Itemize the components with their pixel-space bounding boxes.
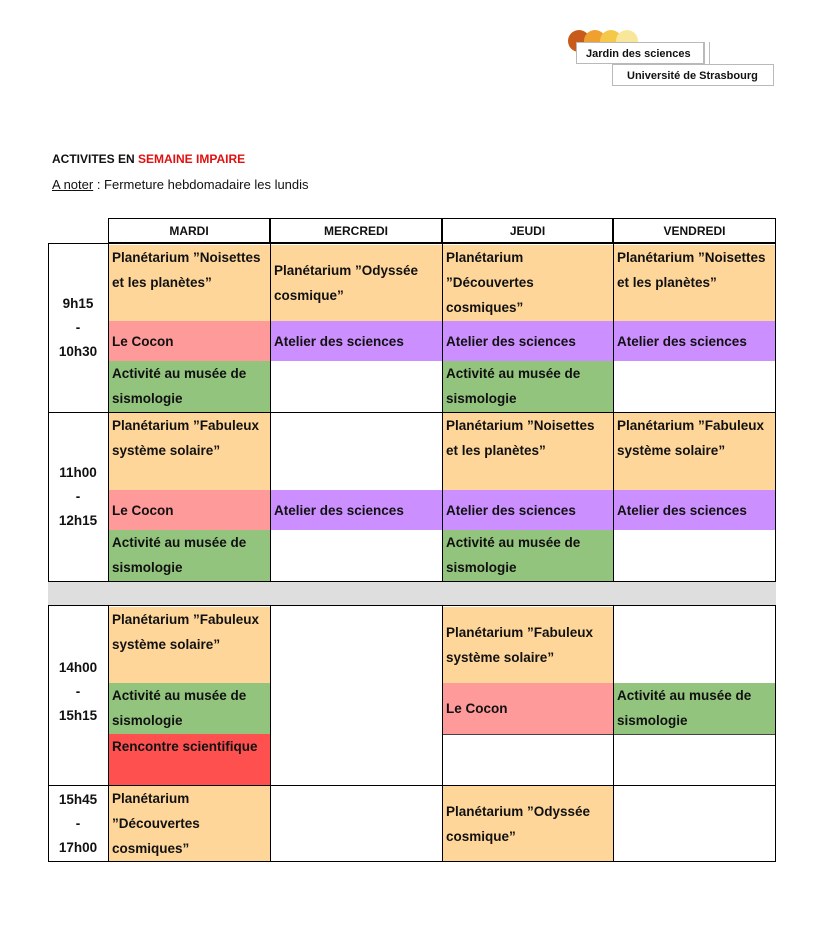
- grid-line: [442, 734, 613, 735]
- activity-cell: Planétarium ”Noisettes et les planètes”: [108, 245, 270, 321]
- activity-cell: Planétarium ”Fabuleux système solaire”: [108, 607, 270, 683]
- grid-line: [442, 218, 443, 581]
- time-start: 11h00: [59, 464, 97, 480]
- time-slot-1: [48, 243, 108, 412]
- grid-line: [48, 412, 776, 413]
- day-header-mercredi: MERCREDI: [270, 218, 442, 243]
- activity-cell: Planétarium ”Découvertes cosmiques”: [108, 786, 270, 861]
- activity-cell: Planétarium ”Fabuleux système solaire”: [108, 413, 270, 490]
- grid-line: [108, 605, 109, 861]
- grid-line: [48, 605, 49, 861]
- logo-divider: [704, 42, 710, 64]
- time-start: 14h00: [58, 660, 98, 675]
- activity-cell: Planétarium ”Fabuleux système solaire”: [613, 413, 776, 490]
- grid-line: [48, 243, 49, 581]
- day-header-mardi: MARDI: [108, 218, 270, 243]
- activity-cell: Planétarium ”Découvertes cosmiques”: [442, 245, 613, 321]
- grid-line: [48, 785, 776, 786]
- time-slot-2: [48, 412, 108, 581]
- time-end: 12h15: [58, 512, 98, 528]
- grid-line: [48, 861, 776, 862]
- time-separator: -: [75, 488, 81, 504]
- closure-note: [52, 177, 309, 192]
- activity-cell: Activité au musée de sismologie: [442, 361, 613, 412]
- time-end: 17h00: [58, 839, 98, 855]
- activity-cell: Planétarium ”Fabuleux système solaire”: [442, 607, 613, 683]
- activity-cell: Le Cocon: [442, 683, 613, 734]
- day-header-vendredi: VENDREDI: [613, 218, 776, 243]
- activity-cell: Le Cocon: [108, 321, 270, 361]
- grid-line: [775, 218, 776, 581]
- logo-line-2: Université de Strasbourg: [612, 64, 774, 86]
- day-header-jeudi: JEUDI: [442, 218, 613, 243]
- activity-cell: Atelier des sciences: [613, 490, 776, 530]
- grid-line: [613, 218, 614, 581]
- activity-cell: Planétarium ”Noisettes et les planètes”: [613, 245, 776, 321]
- heading-highlight: SEMAINE IMPAIRE: [138, 152, 246, 166]
- time-end: 10h30: [58, 343, 98, 359]
- activity-cell: Atelier des sciences: [270, 321, 442, 361]
- time-slot-3: [48, 640, 108, 744]
- grid-line: [48, 243, 776, 244]
- activity-cell: Activité au musée de sismologie: [108, 530, 270, 581]
- grid-line: [775, 605, 776, 861]
- activity-cell: Activité au musée de sismologie: [613, 683, 776, 734]
- activity-cell: Planétarium ”Odyssée cosmique”: [270, 245, 442, 321]
- logo-line-1: Jardin des sciences: [576, 42, 704, 64]
- page-heading: [52, 152, 245, 166]
- time-separator: -: [75, 319, 81, 335]
- time-end: 15h15: [58, 708, 98, 723]
- activity-cell: Planétarium ”Odyssée cosmique”: [442, 786, 613, 861]
- time-start: 15h45: [58, 791, 98, 807]
- time-slot-4: [48, 786, 108, 861]
- grid-line: [108, 218, 109, 581]
- grid-line: [613, 734, 776, 735]
- time-separator: -: [75, 684, 81, 699]
- activity-cell: Activité au musée de sismologie: [108, 361, 270, 412]
- activity-cell: Planétarium ”Noisettes et les planètes”: [442, 413, 613, 490]
- activity-cell: Atelier des sciences: [270, 490, 442, 530]
- time-separator: -: [75, 815, 81, 831]
- note-text: : Fermeture hebdomadaire les lundis: [93, 177, 309, 192]
- grid-line: [48, 605, 776, 606]
- activity-cell: Activité au musée de sismologie: [442, 530, 613, 581]
- jardin-des-sciences-logo: [564, 28, 778, 88]
- activity-cell: Atelier des sciences: [442, 490, 613, 530]
- time-start: 9h15: [62, 295, 94, 311]
- grid-line: [613, 605, 614, 861]
- grid-line: [48, 581, 776, 582]
- grid-line: [270, 218, 271, 581]
- heading-prefix: ACTIVITES EN: [52, 152, 139, 166]
- grid-line: [270, 605, 271, 861]
- activity-cell: Activité au musée de sismologie: [108, 683, 270, 734]
- activity-cell: Atelier des sciences: [613, 321, 776, 361]
- activity-cell: Atelier des sciences: [442, 321, 613, 361]
- grid-line: [442, 605, 443, 861]
- activity-cell: Rencontre scientifique: [108, 734, 270, 785]
- activity-cell: Le Cocon: [108, 490, 270, 530]
- break-row: [48, 582, 776, 605]
- note-label: A noter: [52, 177, 94, 192]
